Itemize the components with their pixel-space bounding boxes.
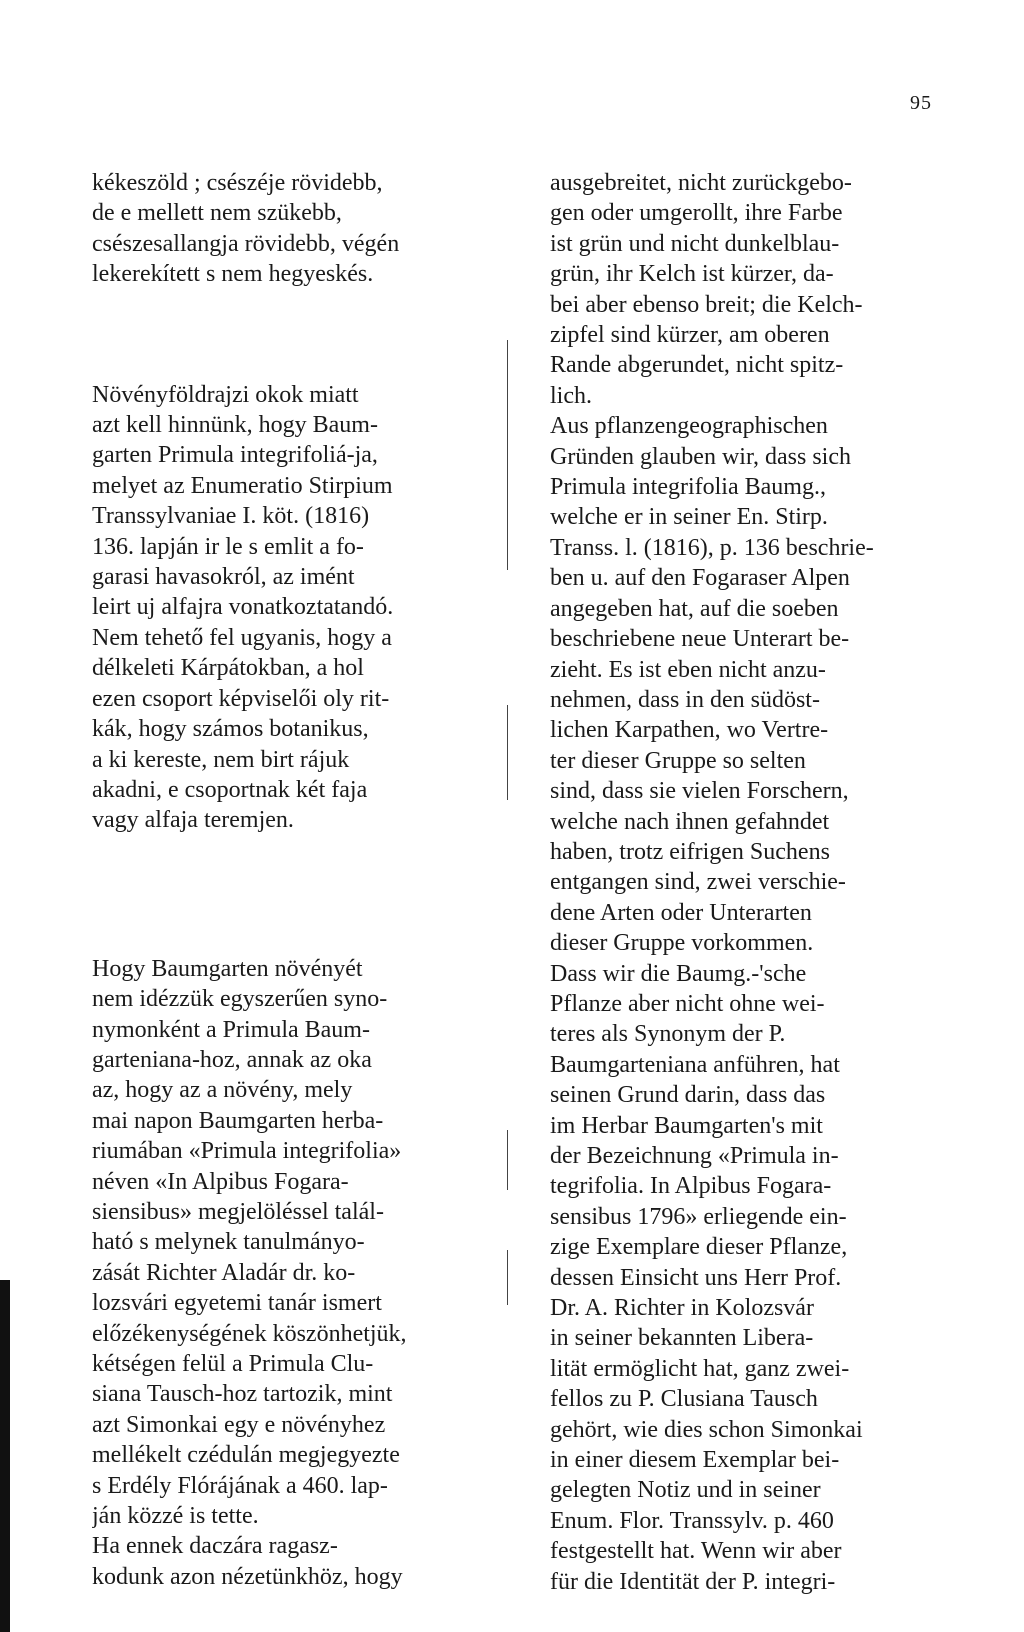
text-line: leirt uj alfajra vonatkoztatandó. xyxy=(92,594,394,621)
text-line: ist grün und nicht dunkelblau- xyxy=(550,230,840,257)
text-line: haben, trotz eifrigen Suchens xyxy=(550,838,830,865)
text-line: kétségen felül a Primula Clu- xyxy=(92,1351,374,1377)
text-line: s Erdély Flórájának a 460. lap- xyxy=(92,1472,388,1499)
text-line: siana Tausch-hoz tartozik, mint xyxy=(92,1381,393,1408)
text-line: melyet az Enumeratio Stirpium xyxy=(92,472,393,499)
text-line: Transs. l. (1816), p. 136 beschrie- xyxy=(550,534,874,561)
text-line: lekerekített s nem hegyeskés. xyxy=(92,261,374,288)
column-divider-rule xyxy=(507,1250,508,1305)
paragraph-spacer xyxy=(92,836,458,954)
text-line: dene Arten oder Unterarten xyxy=(550,899,812,926)
text-line: teres als Synonym der P. xyxy=(550,1021,786,1048)
text-line: kák, hogy számos botanikus, xyxy=(92,716,369,743)
text-line: riumában «Primula integrifolia» xyxy=(92,1138,402,1165)
column-divider-rule xyxy=(507,705,508,800)
text-line: dieser Gruppe vorkommen. xyxy=(550,930,814,957)
text-line: néven «In Alpibus Fogara- xyxy=(92,1168,349,1195)
text-line: Pflanze aber nicht ohne wei- xyxy=(550,990,825,1017)
text-line: beschriebene neue Unterart be- xyxy=(550,626,850,653)
text-line: ján közzé is tette. xyxy=(92,1503,259,1530)
text-line: Ha ennek daczára ragasz- xyxy=(92,1533,338,1560)
text-line: festgestellt hat. Wenn wir aber xyxy=(550,1538,842,1565)
text-line: lität ermöglicht hat, ganz zwei- xyxy=(550,1355,850,1382)
text-line: welche nach ihnen gefahndet xyxy=(550,808,830,835)
text-line: zige Exemplare dieser Pflanze, xyxy=(550,1234,848,1261)
text-line: tegrifolia. In Alpibus Fogara- xyxy=(550,1173,832,1200)
text-line: zipfel sind kürzer, am oberen xyxy=(550,322,830,349)
text-line: angegeben hat, auf die soeben xyxy=(550,595,839,622)
text-line: bei aber ebenso breit; die Kelch- xyxy=(550,291,863,318)
text-line: nehmen, dass in den südöst- xyxy=(550,686,820,713)
text-line: ausgebreitet, nicht zurückgebo- xyxy=(550,170,852,196)
text-line: azt Simonkai egy e növényhez xyxy=(92,1411,386,1438)
text-line: grün, ihr Kelch ist kürzer, da- xyxy=(550,261,834,288)
text-line: Aus pflanzengeographischen xyxy=(550,413,828,440)
text-line: Rande abgerundet, nicht spitz- xyxy=(550,352,844,379)
text-line: welche er in seiner En. Stirp. xyxy=(550,504,828,531)
text-line: lich. xyxy=(550,382,592,409)
left-paragraph-2 xyxy=(92,380,458,836)
text-line: ezen csoport képviselői oly rit- xyxy=(92,685,390,712)
text-line: Nem tehető fel ugyanis, hogy a xyxy=(92,624,392,651)
text-line: Transsylvaniae I. köt. (1816) xyxy=(92,503,370,530)
text-line: Enum. Flor. Transsylv. p. 460 xyxy=(550,1507,834,1534)
text-line: in seiner bekannten Libera- xyxy=(550,1325,814,1352)
text-line: dessen Einsicht uns Herr Prof. xyxy=(550,1264,842,1291)
text-line: sensibus 1796» erliegende ein- xyxy=(550,1203,847,1230)
text-line: a ki kereste, nem birt rájuk xyxy=(92,746,350,773)
text-line: seinen Grund darin, dass das xyxy=(550,1082,826,1109)
text-line: zieht. Es ist eben nicht anzu- xyxy=(550,656,826,683)
text-line: mai napon Baumgarten herba- xyxy=(92,1107,384,1134)
text-line: lozsvári egyetemi tanár ismert xyxy=(92,1290,382,1317)
left-paragraph-3 xyxy=(92,954,458,1593)
right-column-german xyxy=(550,168,934,1597)
column-divider-rule xyxy=(507,1130,508,1190)
text-line: Dr. A. Richter in Kolozsvár xyxy=(550,1295,814,1322)
text-line: gen oder umgerollt, ihre Farbe xyxy=(550,200,843,227)
text-line: kodunk azon nézetünkhöz, hogy xyxy=(92,1563,403,1590)
text-line: entgangen sind, zwei verschie- xyxy=(550,869,846,896)
text-line: akadni, e csoportnak két faja xyxy=(92,776,368,803)
text-line: Primula integrifolia Baumg., xyxy=(550,474,826,501)
text-line: siensibus» megjelöléssel talál- xyxy=(92,1198,384,1225)
text-line: Növényföldrajzi okok miatt xyxy=(92,381,359,408)
text-line: csészesallangja rövidebb, végén xyxy=(92,230,400,257)
text-line: garten Primula integrifoliá-ja, xyxy=(92,442,378,469)
text-line: lichen Karpathen, wo Vertre- xyxy=(550,717,829,744)
text-line: sind, dass sie vielen Forschern, xyxy=(550,778,849,805)
text-line: kékeszöld ; csészéje rövidebb, xyxy=(92,170,383,196)
text-line: ter dieser Gruppe so selten xyxy=(550,747,806,774)
right-paragraph-1 xyxy=(550,168,934,1597)
text-line: in einer diesem Exemplar bei- xyxy=(550,1447,840,1474)
column-divider-rule xyxy=(507,340,508,570)
page-number: 95 xyxy=(910,92,932,114)
left-paragraph-1 xyxy=(92,168,458,290)
text-line: mellékelt czédulán megjegyezte xyxy=(92,1442,400,1469)
scan-edge-shadow xyxy=(0,1280,10,1632)
text-line: délkeleti Kárpátokban, a hol xyxy=(92,655,364,682)
text-line: gehört, wie dies schon Simonkai xyxy=(550,1416,863,1443)
paragraph-spacer xyxy=(92,290,458,380)
left-column-hungarian xyxy=(92,168,458,1592)
text-line: nymonként a Primula Baum- xyxy=(92,1016,370,1043)
text-line: nem idézzük egyszerűen syno- xyxy=(92,986,388,1013)
text-line: für die Identität der P. integri- xyxy=(550,1568,836,1595)
text-line: de e mellett nem szükebb, xyxy=(92,200,342,227)
text-line: fellos zu P. Clusiana Tausch xyxy=(550,1386,818,1413)
text-line: ben u. auf den Fogaraser Alpen xyxy=(550,565,850,592)
text-line: azt kell hinnünk, hogy Baum- xyxy=(92,412,378,439)
text-line: Gründen glauben wir, dass sich xyxy=(550,443,851,470)
text-line: im Herbar Baumgarten's mit xyxy=(550,1112,823,1139)
text-line: garasi havasokról, az imént xyxy=(92,564,355,591)
text-line: garteniana-hoz, annak az oka xyxy=(92,1046,372,1073)
text-line: 136. lapján ir le s emlit a fo- xyxy=(92,533,364,560)
text-line: gelegten Notiz und in seiner xyxy=(550,1477,821,1504)
text-line: vagy alfaja teremjen. xyxy=(92,807,294,834)
text-line: ható s melynek tanulmányo- xyxy=(92,1229,365,1256)
text-line: az, hogy az a növény, mely xyxy=(92,1077,353,1104)
text-line: zását Richter Aladár dr. ko- xyxy=(92,1259,356,1286)
text-line: Dass wir die Baumg.-'sche xyxy=(550,960,807,987)
text-line: előzékenységének köszönhetjük, xyxy=(92,1320,407,1347)
text-line: der Bezeichnung «Primula in- xyxy=(550,1143,839,1169)
text-line: Baumgarteniana anführen, hat xyxy=(550,1051,840,1078)
text-line: Hogy Baumgarten növényét xyxy=(92,955,363,982)
